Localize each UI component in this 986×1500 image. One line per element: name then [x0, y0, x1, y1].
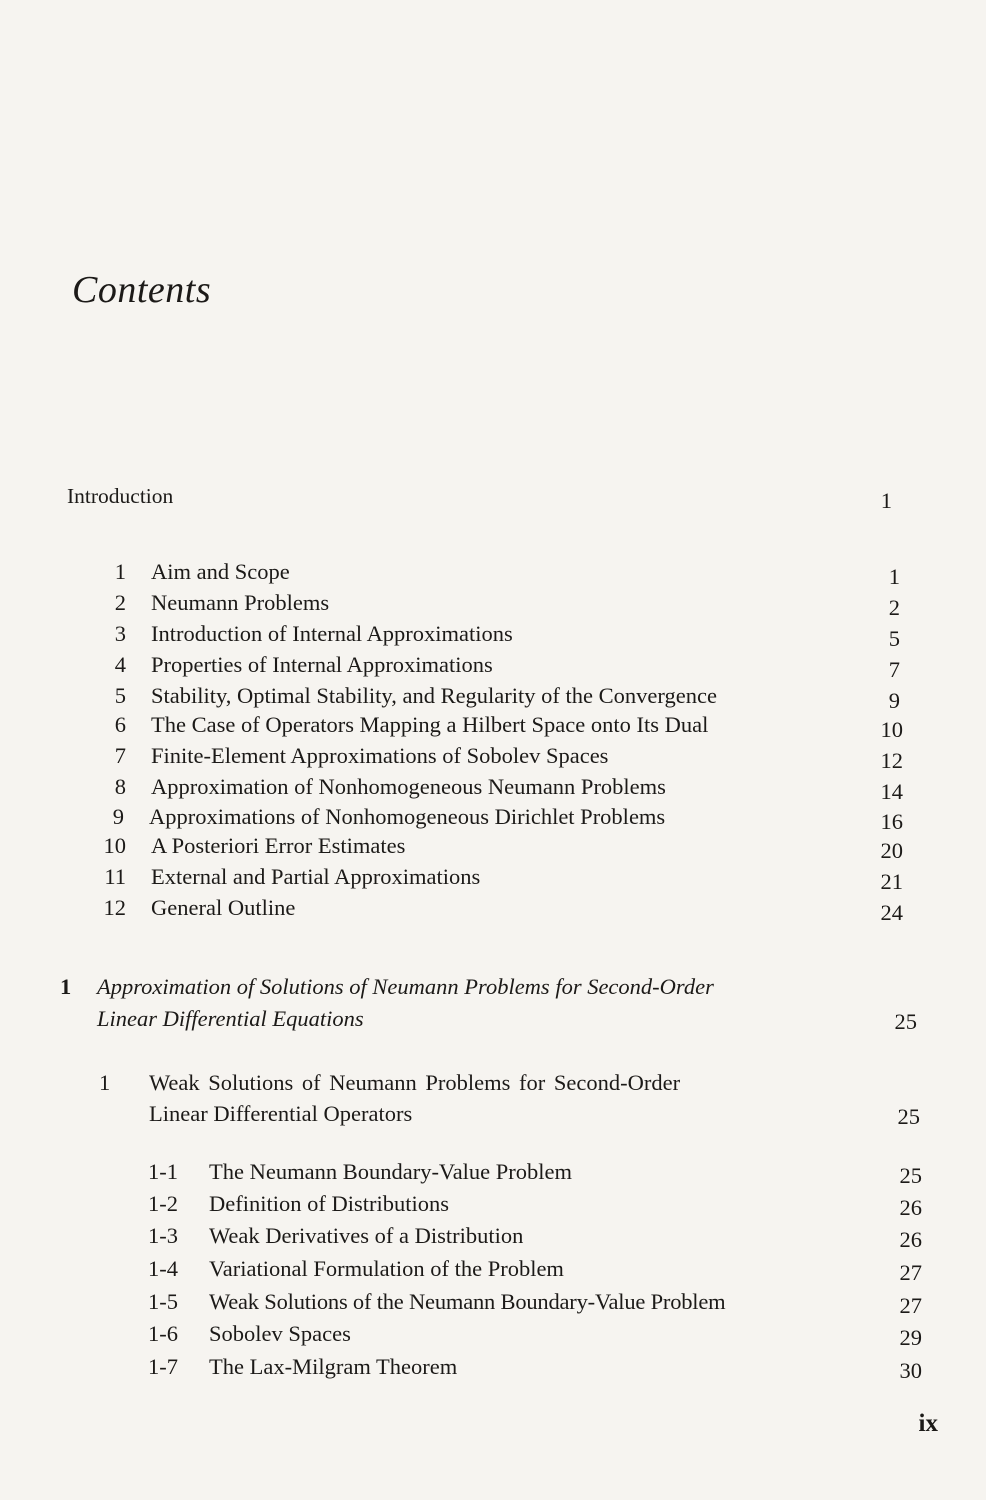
- sub-item-page: 29: [899, 1325, 922, 1350]
- intro-item-number: 12: [103, 895, 126, 920]
- sub-item-label: The Neumann Boundary-Value Problem: [209, 1159, 573, 1184]
- introduction-page: 1: [880, 488, 892, 513]
- intro-item-label: Neumann Problems: [151, 590, 330, 615]
- intro-item-number: 8: [114, 774, 126, 799]
- intro-item-label: General Outline: [151, 895, 296, 920]
- intro-item-page: 21: [880, 869, 903, 894]
- chapter-title-line-2: Linear Differential Equations: [97, 1006, 364, 1031]
- intro-item-page: 16: [880, 809, 903, 834]
- intro-item-number: 2: [114, 590, 126, 615]
- intro-item-number: 6: [114, 712, 126, 737]
- intro-item-number: 11: [104, 864, 126, 889]
- intro-item-number: 9: [112, 804, 124, 829]
- intro-item-number: 5: [114, 683, 126, 708]
- intro-item-label: External and Partial Approximations: [151, 864, 481, 889]
- intro-item-page: 14: [880, 779, 903, 804]
- intro-item-number: 4: [114, 652, 126, 677]
- sub-item-page: 30: [899, 1358, 922, 1383]
- sub-item-page: 25: [899, 1163, 922, 1188]
- sub-item-page: 26: [899, 1227, 922, 1252]
- intro-item-page: 5: [888, 626, 900, 651]
- sub-item-number: 1-1: [148, 1159, 178, 1184]
- intro-item-number: 10: [103, 833, 126, 858]
- intro-item-page: 20: [880, 838, 903, 863]
- intro-item-label: Introduction of Internal Approximations: [151, 621, 513, 646]
- sub-item-number: 1-6: [148, 1321, 178, 1346]
- section-title-line-2: Linear Differential Operators: [149, 1101, 413, 1126]
- intro-item-label: Finite-Element Approximations of Sobolev Spaces: [151, 743, 609, 768]
- intro-item-label: Aim and Scope: [151, 559, 290, 584]
- chapter-page: 25: [894, 1009, 917, 1034]
- intro-item-page: 24: [880, 900, 903, 925]
- sub-item-label: Weak Solutions of the Neumann Boundary-Value Problem: [209, 1289, 726, 1314]
- sub-item-label: Weak Derivatives of a Distribution: [209, 1223, 524, 1248]
- page-folio: ix: [918, 1410, 938, 1437]
- chapter-title-line-1: Approximation of Solutions of Neumann Problems for Second-Order: [97, 974, 714, 999]
- intro-item-label: Approximations of Nonhomogeneous Dirichlet Problems: [149, 804, 666, 829]
- intro-item-page: 9: [888, 688, 900, 713]
- page-title: Contents: [72, 269, 212, 311]
- chapter-number: 1: [60, 974, 72, 999]
- intro-item-page: 7: [888, 657, 900, 682]
- introduction-label: Introduction: [67, 484, 174, 508]
- section-number: 1: [99, 1070, 111, 1095]
- intro-item-label: Approximation of Nonhomogeneous Neumann Problems: [151, 774, 666, 799]
- sub-item-page: 27: [899, 1293, 922, 1318]
- intro-item-page: 1: [888, 564, 900, 589]
- sub-item-number: 1-5: [148, 1289, 178, 1314]
- sub-item-number: 1-3: [148, 1223, 178, 1248]
- sub-item-label: The Lax-Milgram Theorem: [209, 1354, 458, 1379]
- sub-item-number: 1-4: [148, 1256, 178, 1281]
- section-title-line-1: Weak Solutions of Neumann Problems for Second-Order: [149, 1070, 681, 1095]
- sub-item-label: Variational Formulation of the Problem: [209, 1256, 564, 1281]
- sub-item-number: 1-7: [148, 1354, 178, 1379]
- intro-item-label: The Case of Operators Mapping a Hilbert Space onto Its Dual: [151, 712, 709, 737]
- intro-item-number: 3: [114, 621, 126, 646]
- intro-item-number: 7: [114, 743, 126, 768]
- sub-item-page: 26: [899, 1195, 922, 1220]
- intro-item-label: Stability, Optimal Stability, and Regularity of the Convergence: [151, 683, 717, 708]
- intro-item-number: 1: [114, 559, 126, 584]
- intro-item-page: 12: [880, 748, 903, 773]
- intro-item-label: A Posteriori Error Estimates: [151, 833, 406, 858]
- intro-item-page: 2: [888, 595, 900, 620]
- sub-item-number: 1-2: [148, 1191, 178, 1216]
- intro-item-page: 10: [880, 717, 903, 742]
- section-page: 25: [897, 1104, 920, 1129]
- sub-item-label: Definition of Distributions: [209, 1191, 449, 1216]
- intro-item-label: Properties of Internal Approximations: [151, 652, 493, 677]
- sub-item-label: Sobolev Spaces: [209, 1321, 351, 1346]
- sub-item-page: 27: [899, 1260, 922, 1285]
